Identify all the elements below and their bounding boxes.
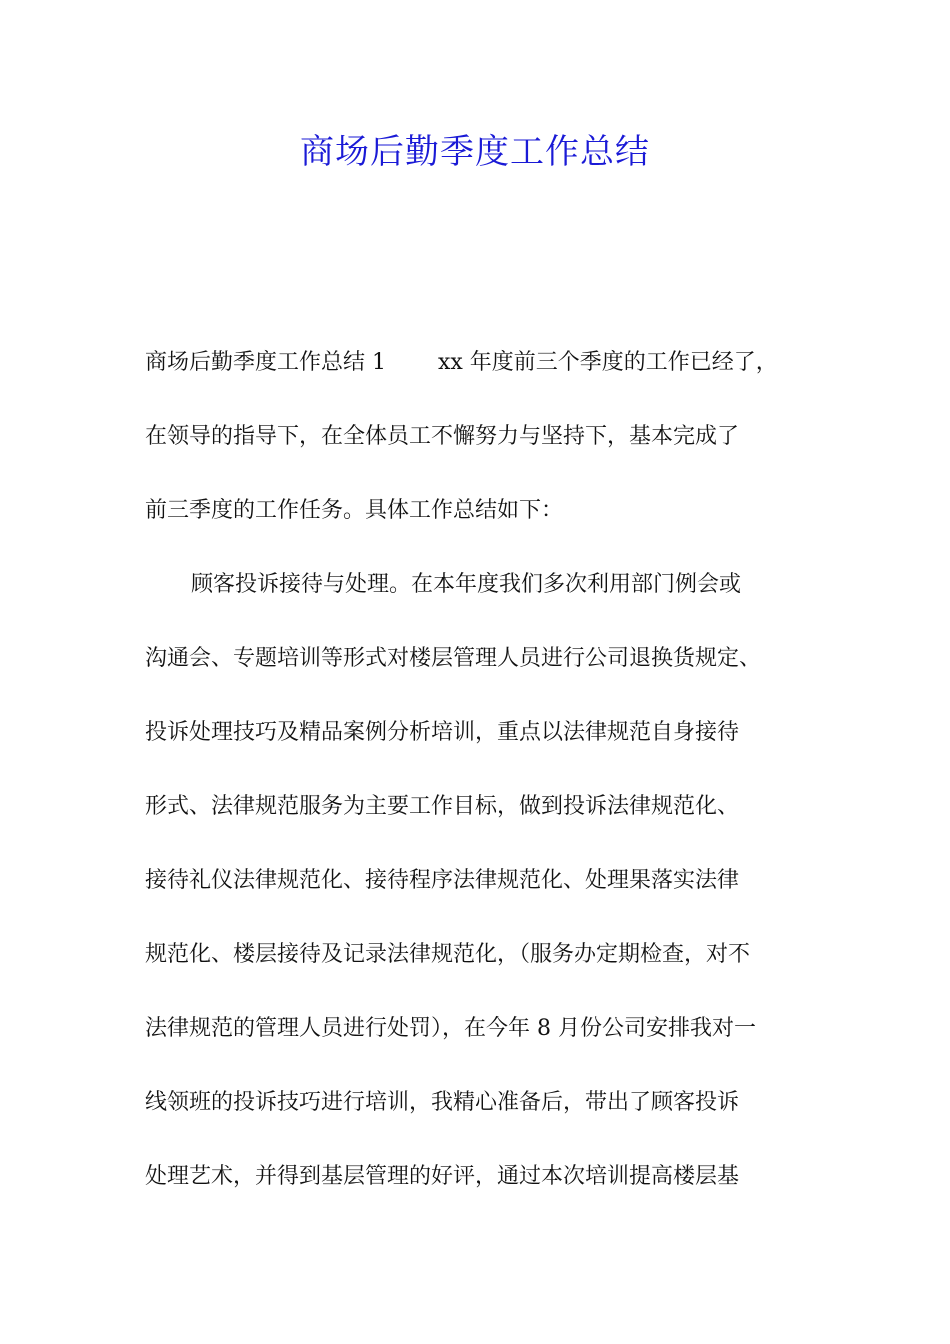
document-body xyxy=(145,339,825,1227)
paragraph-2-line-9: 处理艺术，并得到基层管理的好评，通过本次培训提高楼层基 xyxy=(145,1164,740,1189)
paragraph-1-line-3: 前三季度的工作任务。具体工作总结如下： xyxy=(145,498,564,523)
paragraph-2-line-7: 法律规范的管理人员进行处罚），在今年 8 月份公司安排我对一 xyxy=(145,1016,756,1041)
paragraph-2-line-3: 投诉处理技巧及精品案例分析培训，重点以法律规范自身接待 xyxy=(145,720,740,745)
paragraph-2-line-6: 规范化、楼层接待及记录法律规范化，（服务办定期检查，对不 xyxy=(145,942,751,967)
paragraph-1-text-start: xx 年度前三个季度的工作已经了， xyxy=(438,350,778,375)
paragraph-2-line-1: 顾客投诉接待与处理。在本年度我们多次利用部门例会或 xyxy=(191,572,742,597)
paragraph-2-line-5: 接待礼仪法律规范化、接待程序法律规范化、处理果落实法律 xyxy=(145,868,740,893)
paragraph-2-line-8: 线领班的投诉技巧进行培训，我精心准备后，带出了顾客投诉 xyxy=(145,1090,740,1115)
paragraph-1-line-1 xyxy=(145,339,825,387)
paragraph-2-line-2: 沟通会、专题培训等形式对楼层管理人员进行公司退换货规定、 xyxy=(145,646,762,671)
document-title: 商场后勤季度工作总结 xyxy=(300,132,650,172)
paragraph-1-line-2: 在领导的指导下，在全体员工不懈努力与坚持下，基本完成了 xyxy=(145,424,740,449)
paragraph-1-heading: 商场后勤季度工作总结 1 xyxy=(145,350,386,375)
paragraph-2-line-4: 形式、法律规范服务为主要工作目标，做到投诉法律规范化、 xyxy=(145,794,740,819)
